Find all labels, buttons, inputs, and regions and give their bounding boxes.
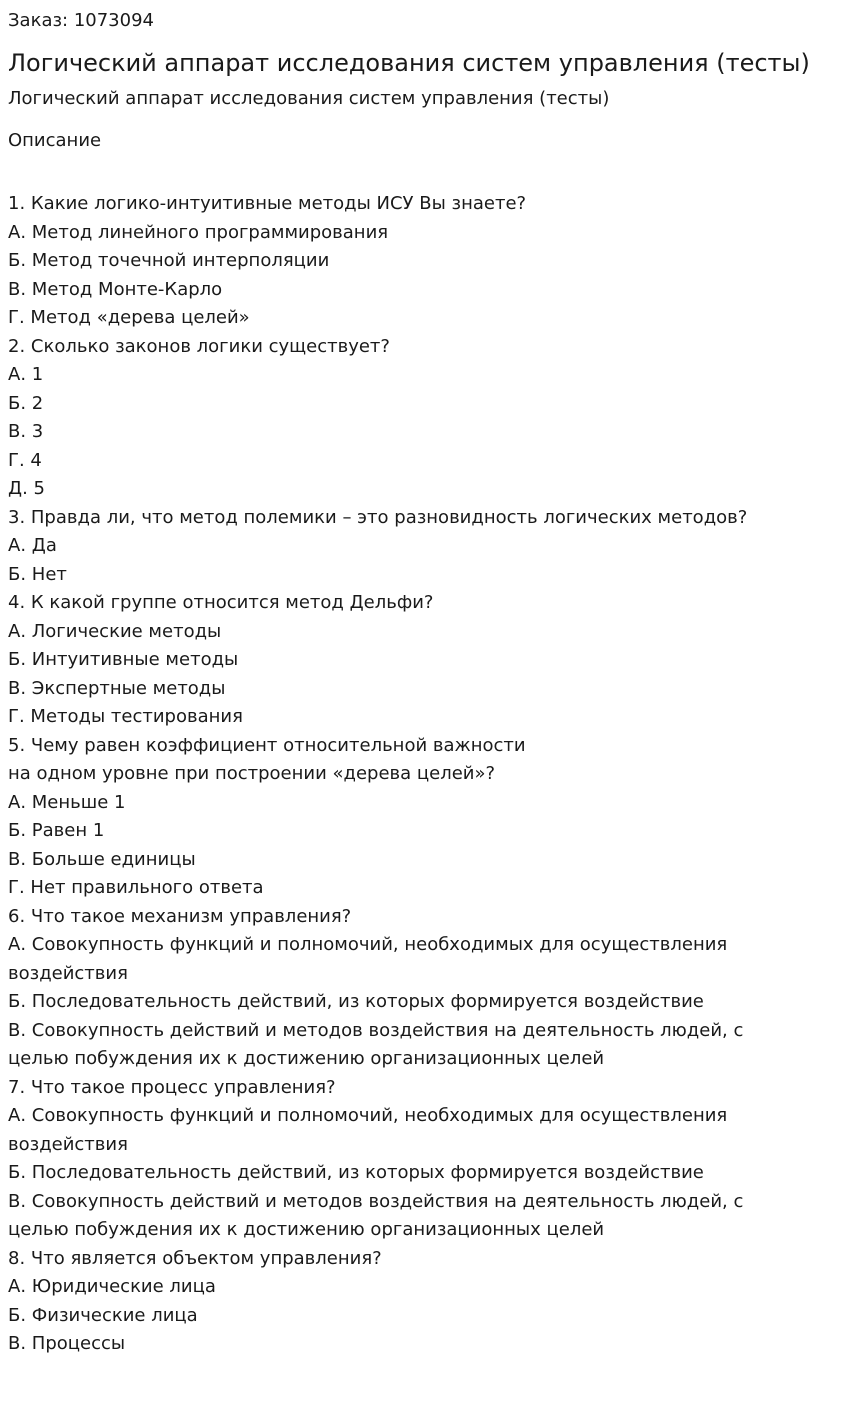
text-line: А. Логические методы — [8, 620, 222, 642]
text-line: В. Процессы — [8, 1333, 126, 1354]
text-line: А. Совокупность функций и полномочий, необходимых для осуществления — [8, 1105, 728, 1126]
text-line: А. Юридические лица — [8, 1276, 216, 1297]
text-line: Г. Нет правильного ответа — [8, 877, 264, 898]
text-line: Б. Физические лица — [8, 1304, 198, 1326]
text-line: 4. К какой группе относится метод Дельфи? — [8, 592, 434, 613]
text-line: целью побуждения их к достижению организационных целей — [8, 1048, 605, 1069]
page-subtitle: Логический аппарат исследования систем управления (тесты) — [8, 88, 610, 109]
text-line: А. Метод линейного программирования — [8, 221, 389, 243]
text-line: на одном уровне при построении «дерева целей»? — [8, 763, 496, 784]
text-line: А. 1 — [8, 364, 44, 385]
text-line: 1. Какие логико-интуитивные методы ИСУ Вы знаете? — [8, 193, 527, 214]
text-line: Д. 5 — [8, 478, 45, 499]
text-line: Б. Метод точечной интерполяции — [8, 250, 330, 271]
text-line: воздействия — [8, 1133, 128, 1155]
text-line: 7. Что такое процесс управления? — [8, 1076, 336, 1098]
text-line: Б. Нет — [8, 563, 67, 585]
text-line: Б. 2 — [8, 392, 44, 414]
text-line: В. Совокупность действий и методов воздействия на деятельность людей, с — [8, 1019, 744, 1041]
text-line: Г. Метод «дерева целей» — [8, 307, 250, 328]
text-line: В. Метод Монте-Карло — [8, 278, 223, 300]
text-line: В. Экспертные методы — [8, 677, 226, 699]
text-line: В. Больше единицы — [8, 848, 196, 870]
text-line: В. 3 — [8, 421, 44, 442]
text-line: Б. Интуитивные методы — [8, 649, 239, 670]
text-line: 8. Что является объектом управления? — [8, 1247, 382, 1269]
text-line: А. Меньше 1 — [8, 791, 126, 813]
text-line: В. Совокупность действий и методов воздействия на деятельность людей, с — [8, 1190, 744, 1212]
text-line: Б. Равен 1 — [8, 820, 105, 841]
order-number: Заказ: 1073094 — [8, 10, 154, 31]
text-line: 2. Сколько законов логики существует? — [8, 335, 390, 357]
description-heading: Описание — [8, 130, 102, 151]
text-line: А. Совокупность функций и полномочий, необходимых для осуществления — [8, 934, 728, 955]
description-content — [8, 190, 808, 1359]
text-line: 6. Что такое механизм управления? — [8, 905, 352, 927]
text-line: Б. Последовательность действий, из которых формируется воздействие — [8, 1162, 704, 1183]
text-line: А. Да — [8, 535, 57, 556]
text-line: 3. Правда ли, что метод полемики – это разновидность логических методов? — [8, 506, 748, 528]
page-title: Логический аппарат исследования систем управления (тесты) — [8, 49, 810, 77]
text-line: воздействия — [8, 962, 128, 984]
text-line: 5. Чему равен коэффициент относительной важности — [8, 734, 526, 756]
text-line: целью побуждения их к достижению организационных целей — [8, 1219, 605, 1240]
text-line: Г. Методы тестирования — [8, 706, 243, 727]
text-line: Б. Последовательность действий, из которых формируется воздействие — [8, 991, 704, 1012]
text-line: Г. 4 — [8, 449, 42, 471]
